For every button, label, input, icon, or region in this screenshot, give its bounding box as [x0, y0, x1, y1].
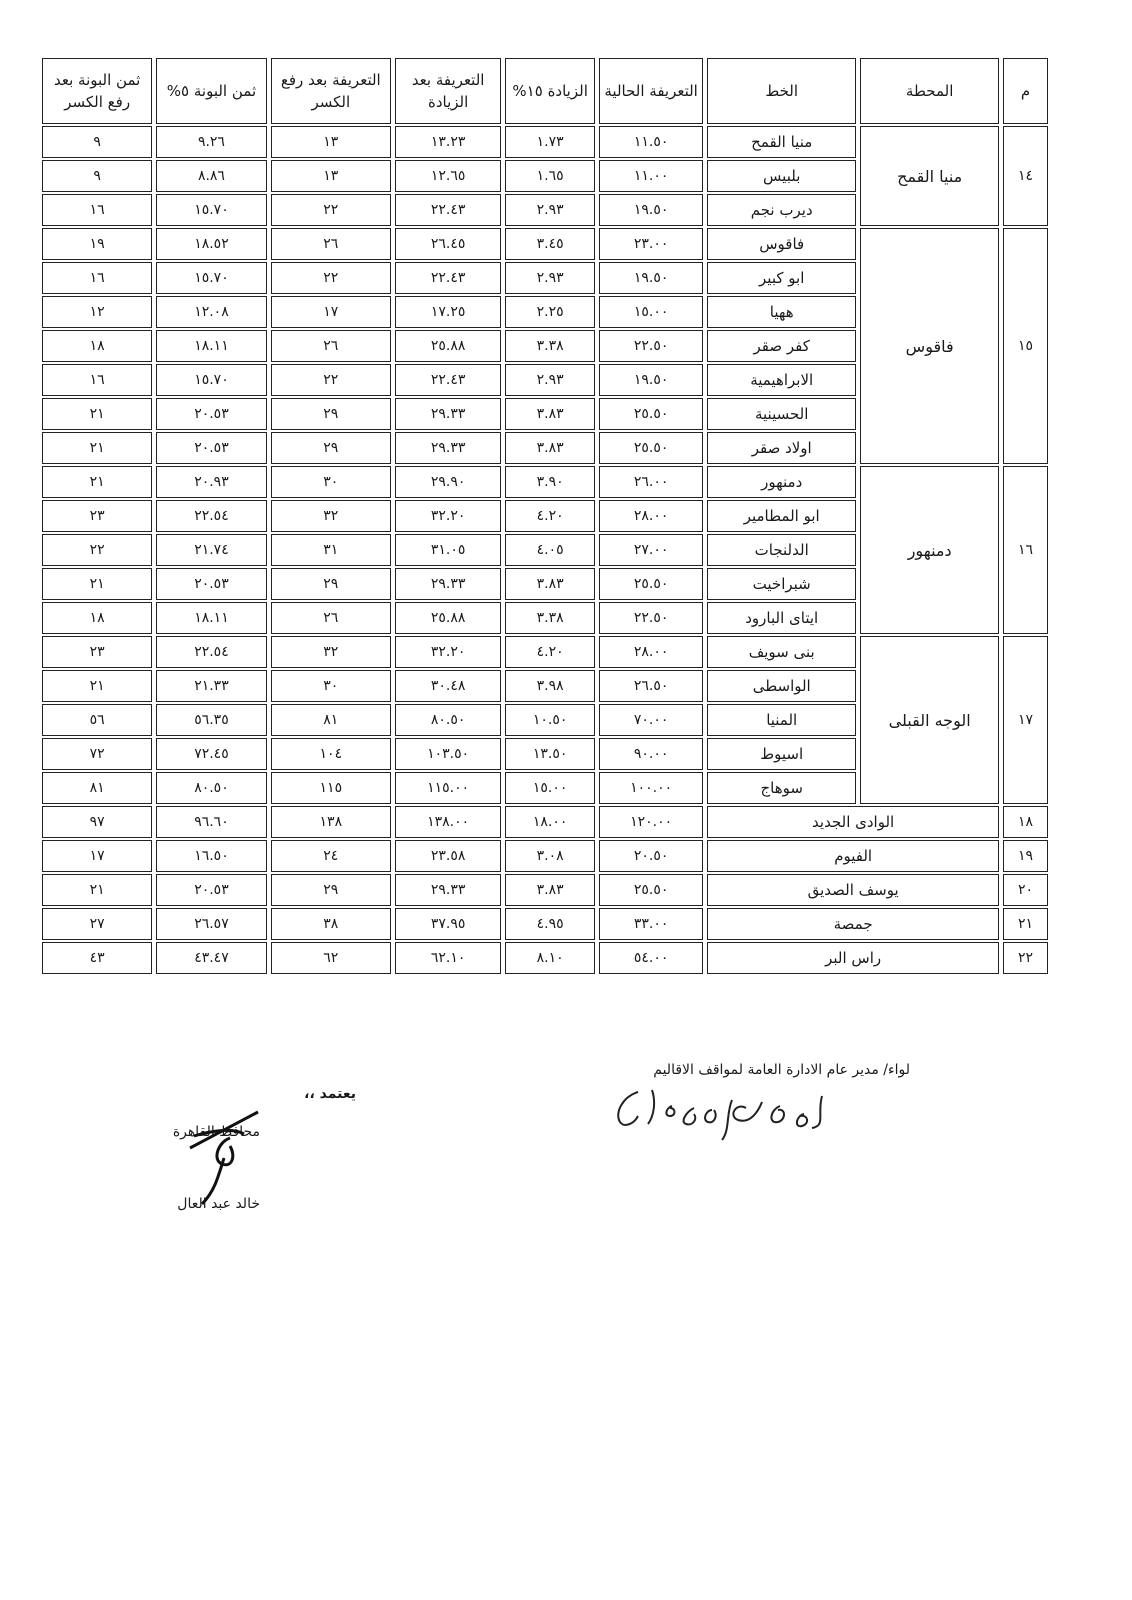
coupon-price-cell: ٧٢.٤٥ — [156, 738, 266, 770]
official-title: لواء/ مدير عام الادارة العامة لمواقف الاقاليم — [653, 1062, 910, 1078]
header-increase: الزيادة ١٥% — [505, 58, 595, 124]
line-cell: دمنهور — [707, 466, 856, 498]
coupon-rounded-cell: ١٨ — [42, 602, 152, 634]
station-cell: الوجه القبلى — [860, 636, 999, 804]
increase-cell: ٢.٩٣ — [505, 194, 595, 226]
increase-cell: ١.٦٥ — [505, 160, 595, 192]
fare-after-increase-cell: ١١٥.٠٠ — [395, 772, 501, 804]
coupon-rounded-cell: ٩ — [42, 126, 152, 158]
fare-after-increase-cell: ٦٢.١٠ — [395, 942, 501, 974]
fare-after-increase-cell: ٨٠.٥٠ — [395, 704, 501, 736]
coupon-rounded-cell: ٧٢ — [42, 738, 152, 770]
coupon-price-cell: ٩.٢٦ — [156, 126, 266, 158]
official-signature — [612, 1084, 842, 1146]
increase-cell: ٣.٨٣ — [505, 398, 595, 430]
increase-cell: ٢.٩٣ — [505, 364, 595, 396]
line-cell: ديرب نجم — [707, 194, 856, 226]
coupon-rounded-cell: ١٨ — [42, 330, 152, 362]
fare-after-rounding-cell: ٨١ — [271, 704, 391, 736]
fare-after-increase-cell: ٢٥.٨٨ — [395, 330, 501, 362]
governor-signature — [170, 1108, 270, 1208]
fare-after-increase-cell: ٢٩.٣٣ — [395, 398, 501, 430]
station-line-cell: الوادى الجديد — [707, 806, 999, 838]
coupon-rounded-cell: ٢٣ — [42, 500, 152, 532]
station-cell: دمنهور — [860, 466, 999, 634]
current-fare-cell: ١٥.٠٠ — [599, 296, 703, 328]
fare-after-rounding-cell: ٣٢ — [271, 500, 391, 532]
fare-after-rounding-cell: ٢٩ — [271, 398, 391, 430]
table-row — [42, 942, 1048, 974]
station-cell: منيا القمح — [860, 126, 999, 226]
fare-after-increase-cell: ٣٧.٩٥ — [395, 908, 501, 940]
fare-after-rounding-cell: ١٣ — [271, 126, 391, 158]
current-fare-cell: ٢٣.٠٠ — [599, 228, 703, 260]
table-header-row — [42, 58, 1048, 124]
fare-after-increase-cell: ٢٥.٨٨ — [395, 602, 501, 634]
line-cell: بنى سويف — [707, 636, 856, 668]
fare-after-rounding-cell: ٢٩ — [271, 874, 391, 906]
table-row — [42, 466, 1048, 498]
coupon-price-cell: ١٦.٥٠ — [156, 840, 266, 872]
coupon-price-cell: ٢٠.٩٣ — [156, 466, 266, 498]
table-row — [42, 840, 1048, 872]
fare-after-increase-cell: ٣٢.٢٠ — [395, 636, 501, 668]
coupon-rounded-cell: ٢٣ — [42, 636, 152, 668]
current-fare-cell: ٢٥.٥٠ — [599, 432, 703, 464]
coupon-rounded-cell: ٢٧ — [42, 908, 152, 940]
coupon-price-cell: ٥٦.٣٥ — [156, 704, 266, 736]
header-line: الخط — [707, 58, 856, 124]
current-fare-cell: ١٠٠.٠٠ — [599, 772, 703, 804]
coupon-price-cell: ٢٦.٥٧ — [156, 908, 266, 940]
coupon-rounded-cell: ٢١ — [42, 466, 152, 498]
row-number-cell: ٢٠ — [1003, 874, 1048, 906]
fare-after-increase-cell: ٣١.٠٥ — [395, 534, 501, 566]
increase-cell: ٣.٨٣ — [505, 874, 595, 906]
governor-name: خالد عبد العال — [177, 1196, 260, 1212]
increase-cell: ٤.٢٠ — [505, 636, 595, 668]
fare-after-increase-cell: ٢٩.٩٠ — [395, 466, 501, 498]
increase-cell: ٣.٣٨ — [505, 330, 595, 362]
current-fare-cell: ٢٨.٠٠ — [599, 636, 703, 668]
increase-cell: ١٠.٥٠ — [505, 704, 595, 736]
coupon-price-cell: ٢٠.٥٣ — [156, 874, 266, 906]
fare-after-rounding-cell: ٢٦ — [271, 330, 391, 362]
line-cell: الدلنجات — [707, 534, 856, 566]
fare-after-increase-cell: ١٢.٦٥ — [395, 160, 501, 192]
row-number-cell: ٢٢ — [1003, 942, 1048, 974]
header-fare-after-rounding: التعريفة بعد رفع الكسر — [271, 58, 391, 124]
coupon-rounded-cell: ٢١ — [42, 568, 152, 600]
row-number-cell: ١٩ — [1003, 840, 1048, 872]
station-cell: فاقوس — [860, 228, 999, 464]
current-fare-cell: ١٩.٥٠ — [599, 194, 703, 226]
row-number-cell: ١٨ — [1003, 806, 1048, 838]
coupon-price-cell: ٩٦.٦٠ — [156, 806, 266, 838]
coupon-rounded-cell: ٩ — [42, 160, 152, 192]
line-cell: ايتاى البارود — [707, 602, 856, 634]
line-cell: ههيا — [707, 296, 856, 328]
coupon-rounded-cell: ٢١ — [42, 670, 152, 702]
station-line-cell: راس البر — [707, 942, 999, 974]
row-number-cell: ١٦ — [1003, 466, 1048, 634]
increase-cell: ٣.٣٨ — [505, 602, 595, 634]
increase-cell: ٢.٢٥ — [505, 296, 595, 328]
coupon-price-cell: ١٥.٧٠ — [156, 364, 266, 396]
fare-after-increase-cell: ٢٩.٣٣ — [395, 874, 501, 906]
line-cell: شبراخيت — [707, 568, 856, 600]
table-row — [42, 228, 1048, 260]
table-row — [42, 126, 1048, 158]
line-cell: بلبيس — [707, 160, 856, 192]
line-cell: كفر صقر — [707, 330, 856, 362]
line-cell: اولاد صقر — [707, 432, 856, 464]
fare-after-rounding-cell: ٣٠ — [271, 670, 391, 702]
fare-after-increase-cell: ٣٠.٤٨ — [395, 670, 501, 702]
coupon-rounded-cell: ٨١ — [42, 772, 152, 804]
current-fare-cell: ٢٠.٥٠ — [599, 840, 703, 872]
fare-after-increase-cell: ٢٦.٤٥ — [395, 228, 501, 260]
fare-after-rounding-cell: ١٣٨ — [271, 806, 391, 838]
fare-after-rounding-cell: ٦٢ — [271, 942, 391, 974]
current-fare-cell: ٢٥.٥٠ — [599, 398, 703, 430]
fare-after-rounding-cell: ٢٩ — [271, 432, 391, 464]
fare-after-rounding-cell: ١٣ — [271, 160, 391, 192]
row-number-cell: ١٤ — [1003, 126, 1048, 226]
fare-after-rounding-cell: ٣٠ — [271, 466, 391, 498]
coupon-rounded-cell: ٢١ — [42, 398, 152, 430]
coupon-price-cell: ١٨.١١ — [156, 330, 266, 362]
coupon-rounded-cell: ١٧ — [42, 840, 152, 872]
current-fare-cell: ١١.٠٠ — [599, 160, 703, 192]
coupon-price-cell: ٢٠.٥٣ — [156, 432, 266, 464]
fare-after-increase-cell: ١٠٣.٥٠ — [395, 738, 501, 770]
increase-cell: ٣.٩٨ — [505, 670, 595, 702]
coupon-price-cell: ٢٠.٥٣ — [156, 398, 266, 430]
coupon-price-cell: ٢٢.٥٤ — [156, 500, 266, 532]
coupon-rounded-cell: ١٩ — [42, 228, 152, 260]
fare-after-increase-cell: ٢٩.٣٣ — [395, 568, 501, 600]
table-body — [42, 126, 1048, 974]
fare-after-rounding-cell: ٢٢ — [271, 364, 391, 396]
increase-cell: ٣.٠٨ — [505, 840, 595, 872]
line-cell: الحسينية — [707, 398, 856, 430]
increase-cell: ٣.٨٣ — [505, 432, 595, 464]
increase-cell: ٢.٩٣ — [505, 262, 595, 294]
current-fare-cell: ٢٧.٠٠ — [599, 534, 703, 566]
coupon-rounded-cell: ١٦ — [42, 364, 152, 396]
coupon-rounded-cell: ٢٢ — [42, 534, 152, 566]
increase-cell: ٣.٤٥ — [505, 228, 595, 260]
coupon-rounded-cell: ١٦ — [42, 194, 152, 226]
coupon-rounded-cell: ٥٦ — [42, 704, 152, 736]
fare-after-rounding-cell: ٣٨ — [271, 908, 391, 940]
increase-cell: ٤.٠٥ — [505, 534, 595, 566]
approved-label: يعتمد ،، — [304, 1086, 356, 1102]
header-current-fare: التعريفة الحالية — [599, 58, 703, 124]
increase-cell: ٤.٢٠ — [505, 500, 595, 532]
coupon-price-cell: ٤٣.٤٧ — [156, 942, 266, 974]
current-fare-cell: ٢٢.٥٠ — [599, 602, 703, 634]
fare-after-rounding-cell: ٢٦ — [271, 602, 391, 634]
coupon-rounded-cell: ٤٣ — [42, 942, 152, 974]
current-fare-cell: ١١.٥٠ — [599, 126, 703, 158]
current-fare-cell: ١٩.٥٠ — [599, 262, 703, 294]
coupon-price-cell: ٢٢.٥٤ — [156, 636, 266, 668]
fare-after-rounding-cell: ١١٥ — [271, 772, 391, 804]
coupon-rounded-cell: ١٢ — [42, 296, 152, 328]
coupon-rounded-cell: ٢١ — [42, 432, 152, 464]
coupon-price-cell: ٢١.٣٣ — [156, 670, 266, 702]
fare-after-rounding-cell: ٣١ — [271, 534, 391, 566]
fare-after-increase-cell: ٢٢.٤٣ — [395, 194, 501, 226]
table-row — [42, 874, 1048, 906]
fare-after-increase-cell: ٢٩.٣٣ — [395, 432, 501, 464]
row-number-cell: ١٥ — [1003, 228, 1048, 464]
fare-after-increase-cell: ٢٢.٤٣ — [395, 262, 501, 294]
current-fare-cell: ٢٢.٥٠ — [599, 330, 703, 362]
coupon-rounded-cell: ٢١ — [42, 874, 152, 906]
current-fare-cell: ٢٦.٥٠ — [599, 670, 703, 702]
line-cell: فاقوس — [707, 228, 856, 260]
row-number-cell: ١٧ — [1003, 636, 1048, 804]
current-fare-cell: ٢٦.٠٠ — [599, 466, 703, 498]
increase-cell: ٨.١٠ — [505, 942, 595, 974]
line-cell: الواسطى — [707, 670, 856, 702]
coupon-price-cell: ١٢.٠٨ — [156, 296, 266, 328]
current-fare-cell: ٧٠.٠٠ — [599, 704, 703, 736]
coupon-rounded-cell: ١٦ — [42, 262, 152, 294]
current-fare-cell: ٢٨.٠٠ — [599, 500, 703, 532]
coupon-price-cell: ١٨.٥٢ — [156, 228, 266, 260]
fare-after-rounding-cell: ٢٦ — [271, 228, 391, 260]
coupon-price-cell: ١٥.٧٠ — [156, 262, 266, 294]
fare-after-rounding-cell: ١٠٤ — [271, 738, 391, 770]
increase-cell: ١٣.٥٠ — [505, 738, 595, 770]
fare-after-increase-cell: ٢٢.٤٣ — [395, 364, 501, 396]
station-line-cell: جمصة — [707, 908, 999, 940]
fare-after-rounding-cell: ٢٢ — [271, 262, 391, 294]
coupon-price-cell: ١٥.٧٠ — [156, 194, 266, 226]
header-coupon-after-rounding: ثمن البونة بعد رفع الكسر — [42, 58, 152, 124]
table-row — [42, 908, 1048, 940]
coupon-price-cell: ٢٠.٥٣ — [156, 568, 266, 600]
increase-cell: ١٨.٠٠ — [505, 806, 595, 838]
increase-cell: ٤.٩٥ — [505, 908, 595, 940]
fare-after-increase-cell: ١٧.٢٥ — [395, 296, 501, 328]
current-fare-cell: ٢٥.٥٠ — [599, 568, 703, 600]
current-fare-cell: ٥٤.٠٠ — [599, 942, 703, 974]
increase-cell: ١٥.٠٠ — [505, 772, 595, 804]
station-line-cell: يوسف الصديق — [707, 874, 999, 906]
coupon-price-cell: ١٨.١١ — [156, 602, 266, 634]
current-fare-cell: ١٩.٥٠ — [599, 364, 703, 396]
table-row — [42, 806, 1048, 838]
fare-after-rounding-cell: ٢٢ — [271, 194, 391, 226]
fare-table — [38, 56, 1052, 976]
line-cell: منيا القمح — [707, 126, 856, 158]
fare-after-rounding-cell: ١٧ — [271, 296, 391, 328]
header-fare-after-increase: التعريفة بعد الزيادة — [395, 58, 501, 124]
coupon-price-cell: ٨.٨٦ — [156, 160, 266, 192]
current-fare-cell: ١٢٠.٠٠ — [599, 806, 703, 838]
coupon-price-cell: ٢١.٧٤ — [156, 534, 266, 566]
current-fare-cell: ٣٣.٠٠ — [599, 908, 703, 940]
fare-after-increase-cell: ١٣.٢٣ — [395, 126, 501, 158]
increase-cell: ٣.٩٠ — [505, 466, 595, 498]
fare-after-rounding-cell: ٢٤ — [271, 840, 391, 872]
increase-cell: ٣.٨٣ — [505, 568, 595, 600]
fare-after-increase-cell: ٣٢.٢٠ — [395, 500, 501, 532]
fare-after-increase-cell: ١٣٨.٠٠ — [395, 806, 501, 838]
fare-after-rounding-cell: ٢٩ — [271, 568, 391, 600]
fare-after-increase-cell: ٢٣.٥٨ — [395, 840, 501, 872]
increase-cell: ١.٧٣ — [505, 126, 595, 158]
coupon-rounded-cell: ٩٧ — [42, 806, 152, 838]
current-fare-cell: ٢٥.٥٠ — [599, 874, 703, 906]
line-cell: الابراهيمية — [707, 364, 856, 396]
current-fare-cell: ٩٠.٠٠ — [599, 738, 703, 770]
line-cell: ابو المطامير — [707, 500, 856, 532]
station-line-cell: الفيوم — [707, 840, 999, 872]
table-row — [42, 636, 1048, 668]
header-station: المحطة — [860, 58, 999, 124]
line-cell: اسيوط — [707, 738, 856, 770]
coupon-price-cell: ٨٠.٥٠ — [156, 772, 266, 804]
line-cell: سوهاج — [707, 772, 856, 804]
fare-after-rounding-cell: ٣٢ — [271, 636, 391, 668]
line-cell: ابو كبير — [707, 262, 856, 294]
header-coupon-price: ثمن البونة ٥% — [156, 58, 266, 124]
governor-title: محافظ القاهرة — [172, 1124, 260, 1140]
row-number-cell: ٢١ — [1003, 908, 1048, 940]
header-num: م — [1003, 58, 1048, 124]
line-cell: المنيا — [707, 704, 856, 736]
